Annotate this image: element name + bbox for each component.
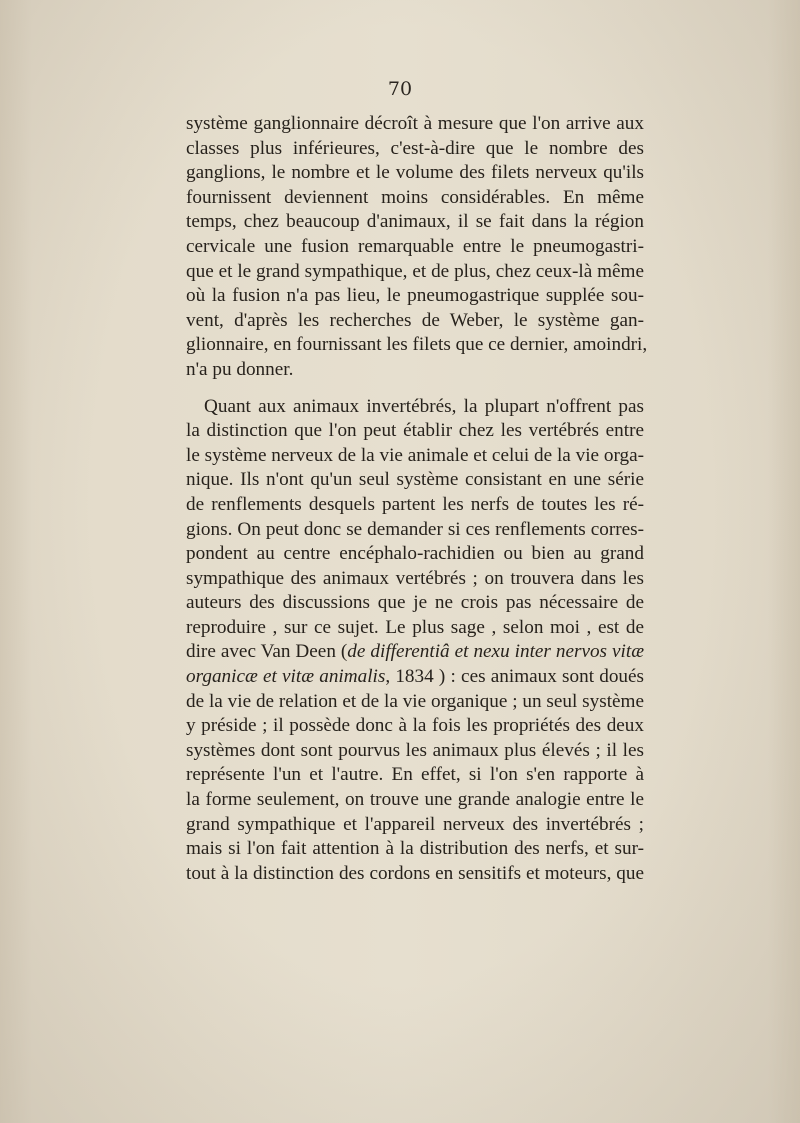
text-line: de renflements desquels partent les nerfs de toutes les ré-	[186, 493, 644, 515]
text-line: gions. On peut donc se demander si ces renflements corres-	[186, 518, 644, 540]
paragraph-2	[186, 395, 644, 887]
citation-trail-text: , 1834 ) : ces animaux sont doués	[385, 666, 644, 688]
text-line: tout à la distinction des cordons en sensitifs et moteurs, que	[186, 862, 644, 884]
text-line: la forme seulement, on trouve une grande analogie entre le	[186, 789, 644, 811]
text-line: reproduire , sur ce sujet. Le plus sage , selon moi , est de	[186, 616, 644, 638]
text-line: sympathique des animaux vertébrés ; on trouvera dans les	[186, 567, 644, 589]
text-line: fournissent deviennent moins considérables. En même	[186, 186, 644, 208]
page-number: 70	[387, 78, 413, 100]
text-line: le système nerveux de la vie animale et celui de la vie orga-	[186, 444, 644, 466]
text-line: que et le grand sympathique, et de plus, chez ceux-là même	[186, 260, 644, 282]
text-line: pondent au centre encéphalo-rachidien ou bien au grand	[186, 543, 644, 565]
text-line: vent, d'après les recherches de Weber, le système gan-	[186, 309, 644, 331]
text-line: représente l'un et l'autre. En effet, si l'on s'en rapporte à	[186, 764, 644, 786]
text-line: Quant aux animaux invertébrés, la plupart n'offrent pas	[204, 395, 644, 417]
text-line-with-citation	[186, 665, 644, 690]
text-line: n'a pu donner.	[186, 358, 294, 380]
text-line-with-citation	[186, 640, 644, 665]
text-line: y préside ; il possède donc à la fois les propriétés des deux	[186, 715, 644, 737]
text-line: nique. Ils n'ont qu'un seul système consistant en une série	[186, 469, 644, 491]
text-line: temps, chez beaucoup d'animaux, il se fait dans la région	[186, 211, 644, 233]
text-line: système ganglionnaire décroît à mesure que l'on arrive aux	[186, 113, 644, 134]
text-line: cervicale une fusion remarquable entre le pneumogastri-	[186, 235, 644, 257]
text-line: grand sympathique et l'appareil nerveux des invertébrés ;	[186, 813, 644, 835]
citation-title-italic: de differentiâ et nexu inter nervos vitæ	[347, 641, 644, 663]
text-line: systèmes dont sont pourvus les animaux plus élevés ; il les	[186, 739, 644, 761]
citation-lead-text: dire avec Van Deen (	[186, 641, 348, 663]
text-line: glionnaire, en fournissant les filets que ce dernier, amoindri,	[186, 334, 648, 356]
citation-title-italic: organicæ et vitæ animalis	[186, 666, 386, 688]
text-line: mais si l'on fait attention à la distribution des nerfs, et sur-	[186, 838, 644, 860]
text-line: classes plus inférieures, c'est-à-dire que le nombre des	[186, 137, 644, 159]
text-line: la distinction que l'on peut établir chez les vertébrés entre	[186, 420, 644, 442]
body-text	[186, 112, 648, 886]
text-line: auteurs des discussions que je ne crois pas nécessaire de	[186, 592, 644, 614]
paragraph-1	[186, 112, 648, 383]
text-line: ganglions, le nombre et le volume des filets nerveux qu'ils	[186, 162, 644, 184]
text-line: où la fusion n'a pas lieu, le pneumogastrique supplée sou-	[186, 285, 644, 307]
text-line: de la vie de relation et de la vie organique ; un seul système	[186, 690, 644, 712]
